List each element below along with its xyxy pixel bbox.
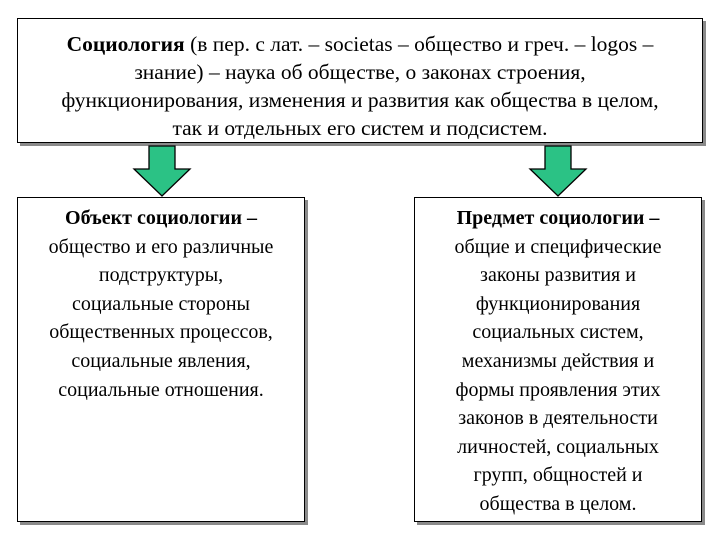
- object-line-1: общество и его различные: [48, 235, 274, 258]
- subject-line-10: общества в целом.: [479, 492, 637, 515]
- arrow-shape-left: [134, 146, 190, 196]
- subject-line-7: законов в деятельности: [458, 407, 658, 430]
- subject-line-1: общие и специфические: [454, 235, 662, 258]
- down-arrow-icon-right: [528, 145, 588, 197]
- object-box: [17, 197, 305, 522]
- object-title: Объект социологии –: [65, 207, 257, 229]
- object-line-6: социальные отношения.: [58, 378, 264, 401]
- object-line-3: социальные стороны: [72, 292, 250, 315]
- subject-line-9: групп, общностей и: [473, 464, 643, 487]
- definition-line-3: функционирования, изменения и развития как общества в целом,: [61, 88, 659, 112]
- subject-line-6: формы проявления этих: [455, 378, 661, 401]
- definition-text-1: (в пер. с лат. – societas – общество и греч. – logos –: [184, 32, 654, 56]
- object-line-2: подструктуры,: [98, 264, 224, 287]
- subject-line-5: механизмы действия и: [461, 349, 655, 372]
- definition-line-2: знание) – наука об обществе, о законах строения,: [134, 60, 586, 84]
- subject-line-8: личностей, социальных: [457, 435, 659, 458]
- object-line-5: социальные явления,: [71, 349, 251, 372]
- subject-line-4: социальных систем,: [472, 321, 644, 344]
- arrow-shape-right: [530, 146, 586, 196]
- down-arrow-icon-left: [132, 145, 192, 197]
- subject-line-3: функционирования: [475, 292, 641, 315]
- definition-line-4: так и отдельных его систем и подсистем.: [172, 116, 548, 140]
- subject-box: [414, 197, 702, 522]
- subject-title: Предмет социологии –: [456, 207, 660, 229]
- definition-box: [17, 18, 703, 143]
- subject-line-2: законы развития и: [480, 264, 636, 287]
- definition-term: Социология: [66, 32, 185, 56]
- definition-line-1: [30, 30, 690, 58]
- object-line-4: общественных процессов,: [49, 321, 273, 344]
